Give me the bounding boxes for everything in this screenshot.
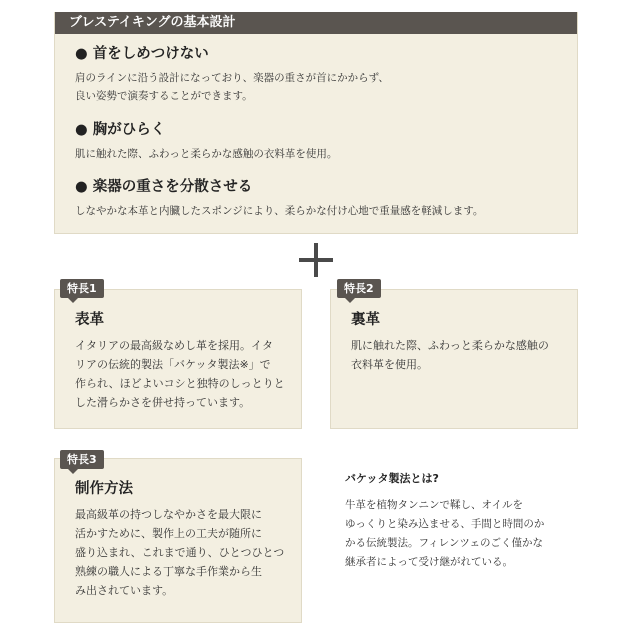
feature-body: 最高級革の持つしなやかさを最大限に 活かすために、製作上の工夫が随所に 盛り込まれ、これまで通り、ひとつひとつ 熟練の職人による丁寧な手作業から生 み出されています。 <box>75 508 285 597</box>
vacchetta-note <box>345 470 575 572</box>
basic-design-header: ブレステイキングの基本設計 <box>55 12 577 34</box>
plus-icon <box>299 243 333 277</box>
feature-panel-inner-leather <box>330 289 578 429</box>
basic-design-panel <box>54 12 578 234</box>
feature-tag: 特長1 <box>60 279 104 298</box>
point-body <box>75 202 483 220</box>
point-body-line: 良い姿勢で演奏することができます。 <box>75 90 253 102</box>
point-heading: ● 楽器の重さを分散させる <box>75 179 253 195</box>
feature-panel-production <box>54 458 302 623</box>
point-neck <box>75 42 389 105</box>
point-chest <box>75 118 337 163</box>
point-body-line: しなやかな本革と内臓したスポンジにより、柔らかな付け心地で重量感を軽減します。 <box>75 205 484 217</box>
feature-title: 裏革 <box>351 312 380 328</box>
feature-tag: 特長2 <box>337 279 381 298</box>
point-weight <box>75 175 483 220</box>
point-body-line: 肌に触れた際、ふわっと柔らかな感触の衣料革を使用。 <box>75 148 338 160</box>
point-heading: ● 胸がひらく <box>75 122 166 138</box>
feature-body: イタリアの最高級なめし革を採用。イタ リアの伝統的製法「バケッタ製法※」で 作られ、ほどよいコシと独特のしっとりと した滑らかさを併せ持っています。 <box>75 339 285 409</box>
feature-title: 表革 <box>75 312 104 328</box>
point-body <box>75 145 337 163</box>
note-title: バケッタ製法とは? <box>345 472 439 485</box>
feature-panel-outer-leather <box>54 289 302 429</box>
feature-tag: 特長3 <box>60 450 104 469</box>
point-body-line: 肩のラインに沿う設計になっており、楽器の重さが首にかからず、 <box>75 72 389 84</box>
note-body: 牛革を植物タンニンで鞣し、オイルを ゆっくりと染み込ませる、手間と時間のか かる伝統製法。フィレンツェのごく僅かな 継承者によって受け継がれている。 <box>345 499 545 568</box>
feature-title: 制作方法 <box>75 481 133 497</box>
feature-body: 肌に触れた際、ふわっと柔らかな感触の 衣料革を使用。 <box>351 339 549 371</box>
point-heading: ● 首をしめつけない <box>75 46 209 62</box>
point-body <box>75 69 389 105</box>
